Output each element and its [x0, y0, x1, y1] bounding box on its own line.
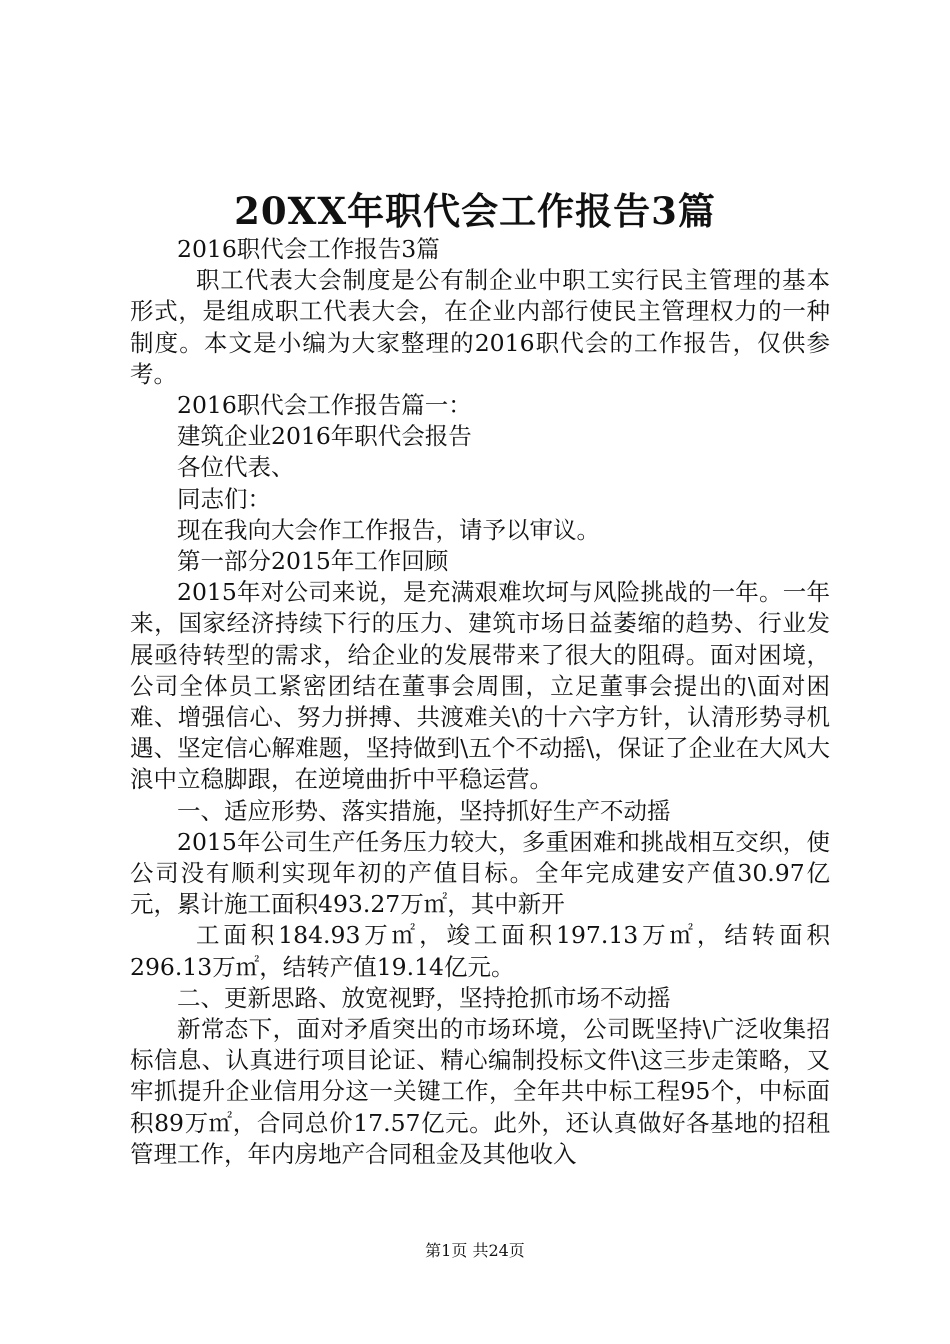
page-number-footer: 第1页 共24页	[425, 1241, 525, 1260]
paragraph: 职工代表大会制度是公有制企业中职工实行民主管理的基本形式，是组成职工代表大会，在企业内部行使民主管理权力的一种制度。本文是小编为大家整理的2016职代会的工作报告，仅供参考。	[130, 266, 830, 388]
paragraph: 现在我向大会作工作报告，请予以审议。	[177, 515, 600, 544]
paragraph: 2016职代会工作报告3篇	[177, 235, 440, 263]
paragraph: 建筑企业2016年职代会报告	[177, 422, 472, 451]
paragraph: 2015年对公司来说，是充满艰难坎坷与风险挑战的一年。一年来，国家经济持续下行的压力、建筑市场日益萎缩的趋势、行业发展亟待转型的需求，给企业的发展带来了很大的阻碍。面对困境，公司全体员工紧密团结在董事会周围，立足董事会提出的\面对困难、增强信心、努力拼搏、共渡难关\的十六字方针，认清形势寻机遇、坚定信心解难题，坚持做到\五个不动摇\，保证了企业在大风大浪中立稳脚跟，在逆境曲折中平稳运营。	[130, 578, 830, 794]
paragraph: 第一部分2015年工作回顾	[177, 547, 449, 576]
document-title: 20XX年职代会工作报告3篇	[234, 189, 716, 233]
paragraph: 同志们：	[177, 484, 271, 513]
paragraph: 二、更新思路、放宽视野，坚持抢抓市场不动摇	[177, 983, 671, 1012]
paragraph: 2016职代会工作报告篇一：	[177, 391, 472, 420]
document-body	[130, 234, 830, 1170]
paragraph: 各位代表、	[177, 453, 295, 482]
paragraph: 一、适应形势、落实措施，坚持抓好生产不动摇	[177, 796, 671, 825]
paragraph: 工面积184.93万㎡，竣工面积197.13万㎡，结转面积296.13万㎡，结转产值19.14亿元。	[130, 921, 830, 981]
paragraph: 新常态下，面对矛盾突出的市场环境，公司既坚持\广泛收集招标信息、认真进行项目论证、精心编制投标文件\这三步走策略，又牢抓提升企业信用分这一关键工作，全年共中标工程95个，中标面积89万㎡，合同总价17.57亿元。此外，还认真做好各基地的招租管理工作，年内房地产合同租金及其他收入	[130, 1015, 830, 1168]
paragraph: 2015年公司生产任务压力较大，多重困难和挑战相互交织，使公司没有顺利实现年初的产值目标。全年完成建安产值30.97亿元，累计施工面积493.27万㎡，其中新开	[130, 827, 830, 919]
